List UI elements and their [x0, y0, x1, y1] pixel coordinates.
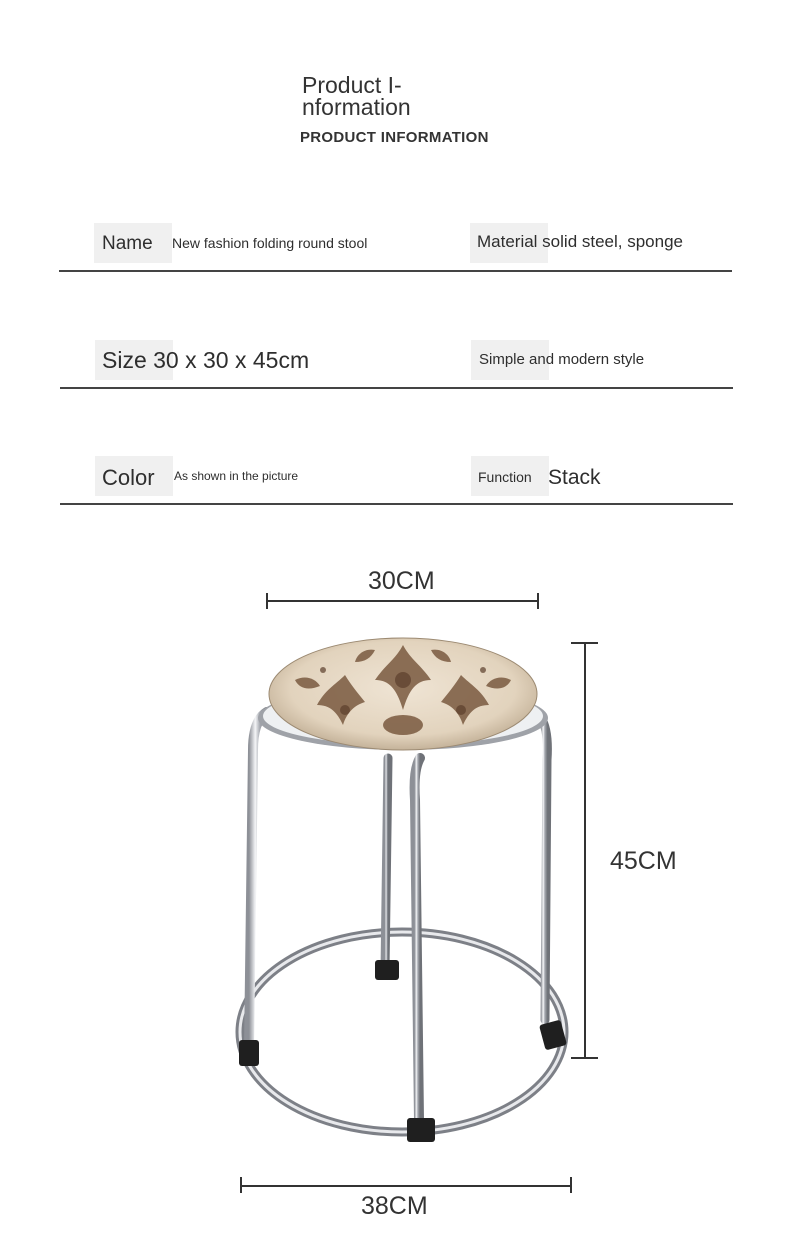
page-title-line2: nformation: [302, 94, 411, 120]
seat-width-label: 30CM: [368, 567, 435, 595]
seat-width-tick-left: [266, 593, 268, 609]
height-line: [584, 642, 586, 1058]
name-label: Name: [102, 233, 153, 254]
function-label: Function: [478, 469, 532, 485]
seat-width-tick-right: [537, 593, 539, 609]
foot-cap-left: [239, 1040, 259, 1066]
base-width-line: [240, 1185, 571, 1187]
height-tick-top: [571, 642, 598, 644]
page-title: [302, 74, 411, 118]
foot-cap-back: [375, 960, 399, 980]
stool-illustration: [225, 620, 575, 1150]
color-value: As shown in the picture: [174, 469, 299, 483]
size-text: Size 30 x 30 x 45cm: [102, 347, 310, 373]
divider-row1: [59, 270, 732, 272]
base-width-tick-left: [240, 1177, 242, 1193]
foot-cap-front: [407, 1118, 435, 1142]
base-width-label: 38CM: [361, 1192, 428, 1220]
height-tick-bottom: [571, 1057, 598, 1059]
style-text: Simple and modern style: [479, 351, 645, 368]
seat-width-line: [266, 600, 538, 602]
name-value: New fashion folding round stool: [172, 235, 368, 251]
height-label: 45CM: [610, 847, 677, 875]
page-title-line1: Product I-: [302, 72, 402, 98]
divider-row3: [60, 503, 733, 505]
color-label: Color: [102, 465, 155, 490]
base-width-tick-right: [570, 1177, 572, 1193]
material-text: Material solid steel, sponge: [477, 232, 684, 251]
divider-row2: [60, 387, 733, 389]
function-value: Stack: [548, 466, 601, 489]
page-subtitle: PRODUCT INFORMATION: [300, 129, 489, 146]
